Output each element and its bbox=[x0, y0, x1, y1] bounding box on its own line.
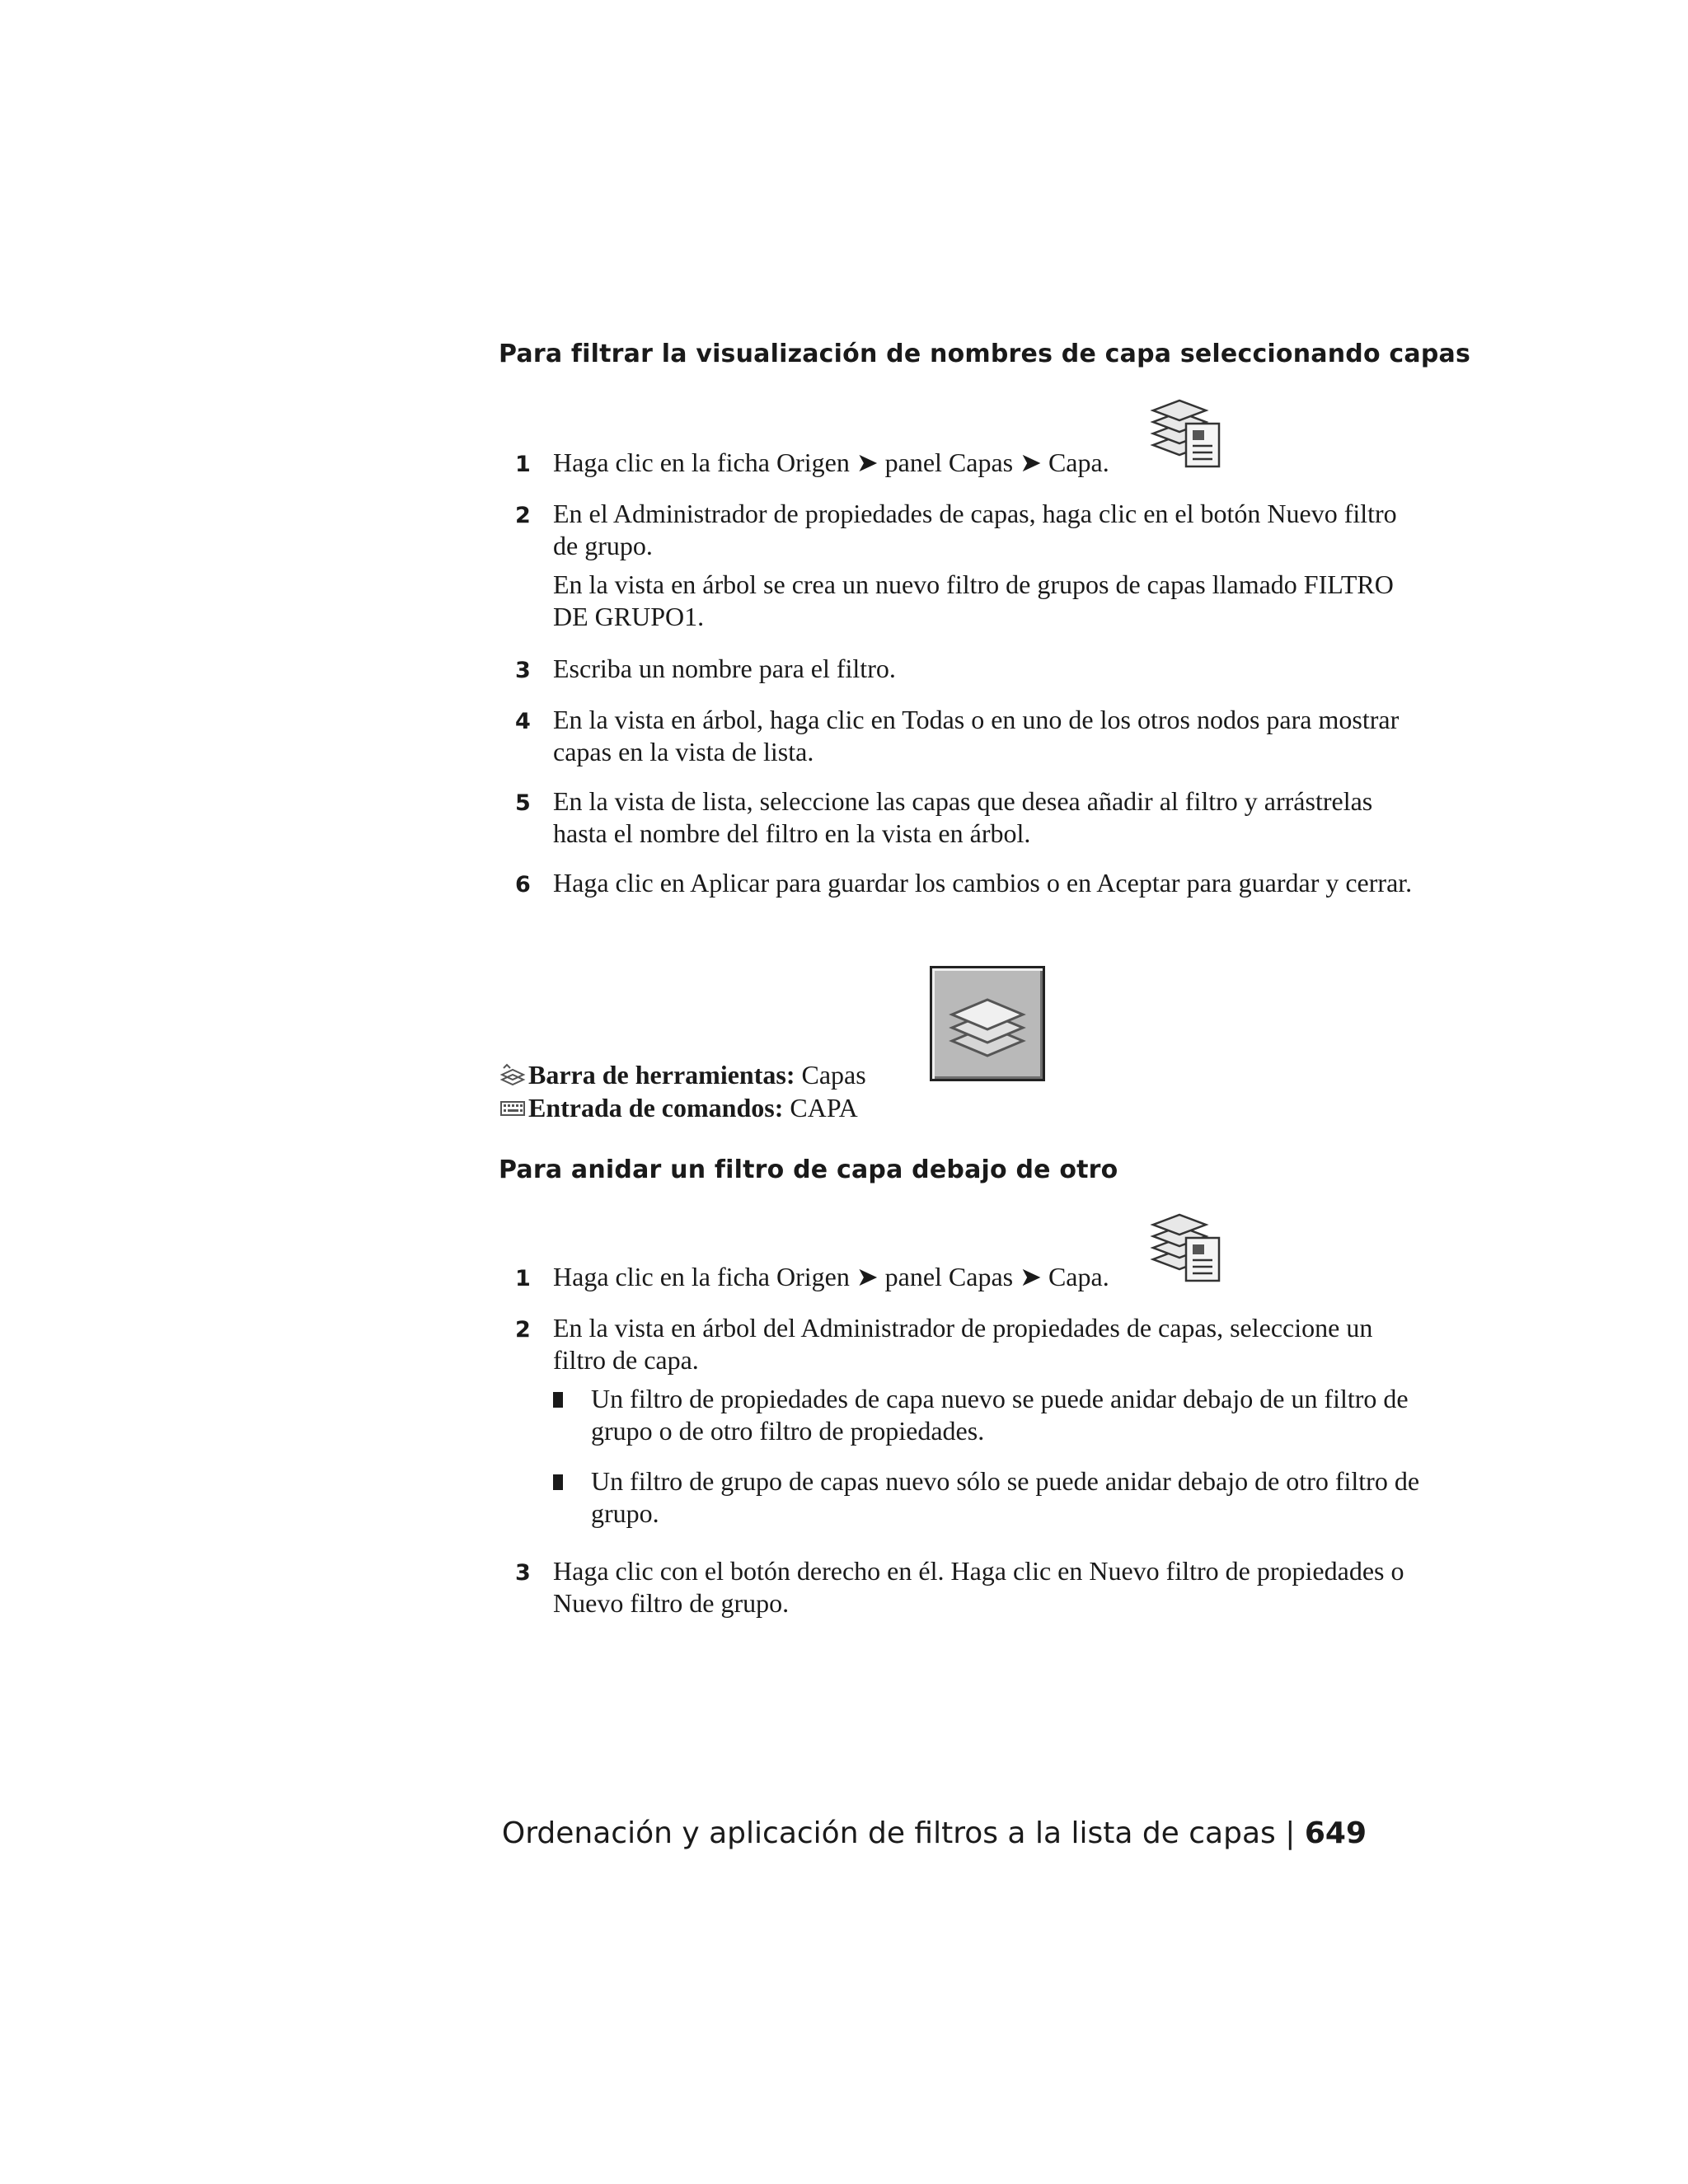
steps-list-1 bbox=[515, 447, 1427, 901]
list-item: 3 Escriba un nombre para el filtro. bbox=[515, 654, 896, 683]
list-item-bullet: Un filtro de propiedades de capa nuevo se puede anidar debajo de un filtro de grupo o de otro filtro de propiedades. bbox=[515, 1383, 1427, 1447]
page-number: 649 bbox=[1304, 1816, 1367, 1850]
list-item-bullet: Un filtro de grupo de capas nuevo sólo se puede anidar debajo de otro filtro de grupo. bbox=[515, 1465, 1427, 1530]
steps-list-2 bbox=[515, 1261, 1427, 1619]
bullet-square bbox=[553, 1474, 563, 1490]
list-item: 6 Haga clic en Aplicar para guardar los cambios o en Aceptar para guardar y cerrar. bbox=[515, 868, 1413, 898]
section-heading-filter: Para filtrar la visualización de nombres de capa seleccionando capas bbox=[499, 340, 1471, 368]
list-item-note: En la vista en árbol se crea un nuevo filtro de grupos de capas llamado FILTRO DE GRUPO1. bbox=[553, 569, 1394, 631]
footer-separator: | bbox=[1285, 1816, 1296, 1850]
toolbar-reference: Barra de herramientas: Capas bbox=[499, 1060, 866, 1090]
toolbar-icon bbox=[499, 1062, 527, 1090]
list-item: 2 En el Administrador de propiedades de capas, haga clic en el botón Nuevo filtro de grupo. bbox=[515, 499, 1397, 560]
list-item: 4 En la vista en árbol, haga clic en Todas o en uno de los otros nodos para mostrar capas en la vista de lista. bbox=[515, 705, 1400, 766]
section-heading-nest: Para anidar un filtro de capa debajo de otro bbox=[499, 1155, 1118, 1184]
command-reference: Entrada de comandos: CAPA bbox=[499, 1093, 858, 1123]
bullet-square bbox=[553, 1392, 563, 1408]
layers-toolbar-icon bbox=[930, 966, 1045, 1081]
list-item: 2 En la vista en árbol del Administrador de propiedades de capas, seleccione un filtro de capa. bbox=[515, 1313, 1373, 1375]
keyboard-icon bbox=[499, 1094, 527, 1122]
page-footer bbox=[502, 1816, 1367, 1850]
list-item: 5 En la vista de lista, seleccione las capas que desea añadir al filtro y arrástrelas hasta el nombre del filtro en la vista en árbol. bbox=[515, 786, 1373, 848]
list-item: 1 Haga clic en la ficha Origen ➤ panel Capas ➤ Capa. bbox=[515, 1262, 1109, 1291]
list-item: 1 Haga clic en la ficha Origen ➤ panel Capas ➤ Capa. bbox=[515, 448, 1109, 477]
list-item: 3 Haga clic con el botón derecho en él. Haga clic en Nuevo filtro de propiedades o Nuevo filtro de grupo. bbox=[515, 1556, 1404, 1618]
footer-title: Ordenación y aplicación de filtros a la lista de capas bbox=[501, 1816, 1276, 1850]
